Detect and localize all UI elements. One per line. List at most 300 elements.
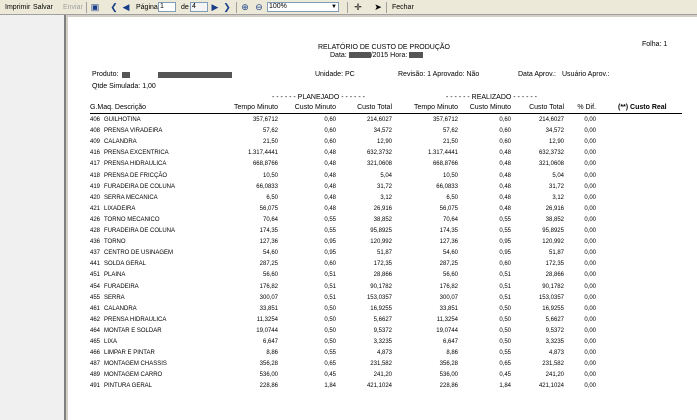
row-description: PLAINA xyxy=(104,272,126,279)
table-row xyxy=(68,160,697,169)
table-row xyxy=(68,371,697,380)
row-realized-total-cost: 95,8925 xyxy=(542,228,564,234)
row-planned-time: 11,3254 xyxy=(256,316,278,323)
row-planned-total-cost: 12,90 xyxy=(376,139,392,146)
row-realized-time: 33,851 xyxy=(439,305,458,312)
row-realized-cost-minute: 0,51 xyxy=(499,283,511,290)
row-planned-cost-minute: 0,45 xyxy=(324,372,336,379)
row-code: 417 xyxy=(89,161,100,168)
planned-header: - - - - - - PLANEJADO - - - - - - xyxy=(272,94,365,101)
row-planned-cost-minute: 0,50 xyxy=(324,305,336,312)
row-description: LIXA xyxy=(104,339,118,345)
row-diff-percent: 0,00 xyxy=(584,117,596,123)
row-planned-cost-minute: 0,48 xyxy=(324,150,336,157)
row-description: CENTRO DE USINAGEM xyxy=(104,250,174,257)
row-planned-total-cost: 632,3732 xyxy=(366,150,392,157)
row-planned-time: 536,00 xyxy=(259,372,278,379)
col-diff-percent: % Dif. xyxy=(577,104,596,111)
last-page-icon[interactable]: ❯ xyxy=(223,2,231,12)
row-code: 455 xyxy=(89,294,100,301)
table-row xyxy=(68,249,697,258)
revision-field: Revisão: 1 Aprovado: Não xyxy=(398,71,480,78)
toolbar xyxy=(0,0,697,15)
row-planned-time: 6,50 xyxy=(266,194,278,201)
row-planned-cost-minute: 0,55 xyxy=(324,350,336,357)
row-realized-total-cost: 3,3235 xyxy=(545,339,564,345)
row-realized-total-cost: 16,9255 xyxy=(542,305,564,312)
row-planned-total-cost: 421,1024 xyxy=(366,383,392,390)
row-planned-time: 21,50 xyxy=(262,139,278,146)
row-realized-cost-minute: 0,50 xyxy=(499,339,511,345)
row-code: 437 xyxy=(89,250,100,257)
row-realized-cost-minute: 0,55 xyxy=(499,350,511,357)
row-planned-time: 56,075 xyxy=(259,205,278,212)
pan-icon[interactable]: ✛ xyxy=(354,2,362,12)
table-row xyxy=(68,360,697,369)
row-description: CALANDRA xyxy=(104,305,137,312)
row-code: 436 xyxy=(89,239,100,246)
print-button[interactable]: Imprimir xyxy=(5,4,31,11)
row-realized-time: 56,075 xyxy=(439,205,458,212)
toolbar-separator xyxy=(386,2,387,13)
table-row xyxy=(68,172,697,181)
time-label: Hora: xyxy=(390,52,408,59)
row-diff-percent: 0,00 xyxy=(584,172,596,179)
row-planned-cost-minute: 0,50 xyxy=(324,316,336,323)
row-code: 421 xyxy=(89,205,100,212)
row-realized-total-cost: 241,20 xyxy=(545,372,564,379)
chevron-down-icon[interactable]: ▼ xyxy=(331,4,337,10)
row-planned-cost-minute: 0,48 xyxy=(324,194,336,201)
print-setup-icon[interactable]: ▣ xyxy=(90,2,100,12)
row-realized-total-cost: 12,90 xyxy=(548,139,564,146)
col-planned-time: Tempo Minuto xyxy=(234,104,278,111)
redacted-date xyxy=(349,52,371,58)
first-page-icon[interactable]: ❮ xyxy=(110,2,118,12)
row-planned-time: 357,6712 xyxy=(252,117,278,123)
table-row xyxy=(68,238,697,247)
row-diff-percent: 0,00 xyxy=(584,361,596,368)
save-button[interactable]: Salvar xyxy=(33,4,53,11)
table-row xyxy=(68,216,697,225)
row-planned-cost-minute: 0,51 xyxy=(324,272,336,279)
row-description: LIMPAR E PINTAR xyxy=(104,350,155,357)
row-planned-time: 356,28 xyxy=(259,361,278,368)
row-realized-time: 8,86 xyxy=(446,350,458,357)
row-planned-time: 19,0744 xyxy=(256,327,278,334)
row-planned-time: 228,86 xyxy=(259,383,278,390)
row-realized-time: 19,0744 xyxy=(436,327,458,334)
panel-divider xyxy=(64,15,66,420)
row-planned-total-cost: 3,12 xyxy=(380,194,392,201)
row-realized-time: 54,60 xyxy=(442,250,458,257)
row-planned-time: 33,851 xyxy=(259,305,278,312)
row-diff-percent: 0,00 xyxy=(584,383,596,390)
row-planned-total-cost: 214,6027 xyxy=(366,117,392,123)
row-planned-cost-minute: 1,84 xyxy=(324,383,336,390)
row-description: PINTURA GERAL xyxy=(104,383,153,390)
row-diff-percent: 0,00 xyxy=(584,272,596,279)
row-planned-total-cost: 90,1782 xyxy=(370,283,392,290)
row-diff-percent: 0,00 xyxy=(584,205,596,212)
table-row xyxy=(68,283,697,292)
row-planned-time: 54,60 xyxy=(262,250,278,257)
row-planned-total-cost: 9,5372 xyxy=(373,327,392,334)
row-realized-time: 1.317,4441 xyxy=(427,150,458,157)
row-planned-cost-minute: 0,55 xyxy=(324,228,336,234)
toolbar-separator xyxy=(236,2,237,13)
row-realized-cost-minute: 0,48 xyxy=(499,205,511,212)
row-planned-total-cost: 95,8925 xyxy=(370,228,392,234)
row-diff-percent: 0,00 xyxy=(584,161,596,168)
row-planned-time: 70,64 xyxy=(262,216,278,223)
row-code: 461 xyxy=(89,305,100,312)
row-planned-total-cost: 241,20 xyxy=(373,372,392,379)
row-description: SOLDA GERAL xyxy=(104,261,147,268)
row-realized-total-cost: 4,873 xyxy=(548,350,564,357)
row-code: 466 xyxy=(89,350,100,357)
row-planned-cost-minute: 0,95 xyxy=(324,250,336,257)
row-planned-cost-minute: 0,60 xyxy=(324,139,336,146)
unit-field: Unidade: PC xyxy=(315,71,355,78)
row-diff-percent: 0,00 xyxy=(584,339,596,345)
row-realized-cost-minute: 0,55 xyxy=(499,216,511,223)
row-realized-total-cost: 90,1782 xyxy=(542,283,564,290)
row-code: 406 xyxy=(89,117,100,123)
row-realized-cost-minute: 0,60 xyxy=(499,139,511,146)
row-realized-cost-minute: 0,65 xyxy=(499,361,511,368)
row-code: 408 xyxy=(89,128,100,135)
row-planned-cost-minute: 0,50 xyxy=(324,339,336,345)
row-realized-cost-minute: 0,50 xyxy=(499,316,511,323)
row-realized-total-cost: 3,12 xyxy=(552,194,564,201)
row-realized-cost-minute: 0,45 xyxy=(499,372,511,379)
sheet-number: Folha: 1 xyxy=(642,41,668,48)
row-description: SERRA MECANICA xyxy=(104,194,158,201)
row-realized-total-cost: 632,3732 xyxy=(538,150,564,157)
row-planned-total-cost: 26,916 xyxy=(373,205,392,212)
table-row xyxy=(68,183,697,192)
table-row xyxy=(68,116,697,125)
row-planned-time: 57,62 xyxy=(262,128,278,135)
row-planned-total-cost: 3,3235 xyxy=(373,339,392,345)
row-realized-total-cost: 120,992 xyxy=(542,239,564,246)
row-planned-cost-minute: 0,95 xyxy=(324,239,336,246)
row-code: 419 xyxy=(89,183,100,190)
toolbar-separator xyxy=(347,2,348,13)
row-realized-time: 176,82 xyxy=(439,283,458,290)
row-description: MONTAGEM CARRO xyxy=(104,372,163,379)
zoom-in-icon[interactable]: ⊕ xyxy=(241,2,249,12)
row-code: 465 xyxy=(89,339,100,345)
row-planned-total-cost: 321,0608 xyxy=(366,161,392,168)
cursor-icon[interactable]: ➤ xyxy=(374,2,382,12)
row-realized-total-cost: 172,35 xyxy=(545,261,564,268)
date-year: /2015 xyxy=(370,52,389,59)
row-code: 409 xyxy=(89,139,100,146)
row-planned-cost-minute: 0,60 xyxy=(324,117,336,123)
table-row xyxy=(68,338,697,347)
simulated-qty: Qtde Simulada: 1,00 xyxy=(92,83,156,90)
row-realized-cost-minute: 0,50 xyxy=(499,305,511,312)
row-realized-time: 66,0833 xyxy=(436,183,458,190)
row-description: PRENSA HIDRAULICA xyxy=(104,316,167,323)
row-realized-total-cost: 321,0608 xyxy=(538,161,564,168)
row-description: FURADEIRA xyxy=(104,283,139,290)
next-page-icon[interactable]: ▶ xyxy=(211,2,219,12)
row-realized-time: 287,25 xyxy=(439,261,458,268)
col-realized-time: Tempo Minuto xyxy=(414,104,458,111)
row-planned-time: 56,60 xyxy=(262,272,278,279)
close-button[interactable]: Fechar xyxy=(392,4,414,11)
row-description: PRENSA EXCENTRICA xyxy=(104,150,169,157)
row-description: MONTAR E SOLDAR xyxy=(104,327,162,334)
row-code: 454 xyxy=(89,283,100,290)
row-code: 487 xyxy=(89,361,100,368)
row-planned-total-cost: 28,866 xyxy=(373,272,392,279)
row-realized-time: 356,28 xyxy=(439,361,458,368)
row-planned-cost-minute: 0,65 xyxy=(324,361,336,368)
send-button[interactable]: Enviar xyxy=(63,4,83,11)
row-realized-total-cost: 214,6027 xyxy=(538,117,564,123)
table-row xyxy=(68,227,697,236)
row-realized-total-cost: 9,5372 xyxy=(545,327,564,334)
row-planned-total-cost: 172,35 xyxy=(373,261,392,268)
row-planned-cost-minute: 0,48 xyxy=(324,161,336,168)
row-planned-cost-minute: 0,48 xyxy=(324,172,336,179)
row-planned-time: 10,50 xyxy=(262,172,278,179)
row-planned-cost-minute: 0,51 xyxy=(324,283,336,290)
row-realized-time: 668,8766 xyxy=(432,161,458,168)
row-code: 462 xyxy=(89,316,100,323)
redacted-time xyxy=(409,52,423,58)
row-realized-total-cost: 153,0357 xyxy=(538,294,564,301)
page-label: Página xyxy=(136,4,158,11)
header-divider xyxy=(90,113,682,114)
date-label: Data: xyxy=(330,52,347,59)
row-realized-total-cost: 51,87 xyxy=(548,250,564,257)
left-panel xyxy=(0,15,64,420)
table-row xyxy=(68,327,697,336)
approval-date-field: Data Aprov.: xyxy=(518,71,557,78)
row-realized-cost-minute: 0,95 xyxy=(499,250,511,257)
report-page xyxy=(68,17,697,420)
row-code: 416 xyxy=(89,150,100,157)
row-planned-cost-minute: 0,55 xyxy=(324,216,336,223)
row-description: PRENSA HIDRAULICA xyxy=(104,161,167,168)
row-planned-time: 300,07 xyxy=(259,294,278,301)
row-planned-cost-minute: 0,60 xyxy=(324,128,336,135)
table-row xyxy=(68,194,697,203)
row-realized-cost-minute: 0,48 xyxy=(499,172,511,179)
row-realized-cost-minute: 0,48 xyxy=(499,194,511,201)
page-number-input[interactable]: 1 xyxy=(158,2,176,12)
row-planned-time: 174,35 xyxy=(259,228,278,234)
col-real-cost: (**) Custo Real xyxy=(618,104,667,111)
row-planned-total-cost: 38,852 xyxy=(373,216,392,223)
row-diff-percent: 0,00 xyxy=(584,294,596,301)
row-planned-cost-minute: 0,51 xyxy=(324,294,336,301)
row-planned-total-cost: 231,582 xyxy=(370,361,392,368)
row-description: FURADEIRA DE COLUNA xyxy=(104,183,176,190)
row-diff-percent: 0,00 xyxy=(584,239,596,246)
row-planned-time: 668,8766 xyxy=(252,161,278,168)
realized-header: - - - - - - REALIZADO - - - - - - xyxy=(446,94,537,101)
previous-page-icon[interactable]: ◀ xyxy=(122,2,130,12)
row-planned-time: 66,0833 xyxy=(256,183,278,190)
row-planned-cost-minute: 0,50 xyxy=(324,327,336,334)
table-row xyxy=(68,127,697,136)
row-realized-cost-minute: 0,48 xyxy=(499,150,511,157)
row-code: 426 xyxy=(89,216,100,223)
row-diff-percent: 0,00 xyxy=(584,128,596,135)
row-planned-time: 287,25 xyxy=(259,261,278,268)
total-pages-field: 4 xyxy=(190,2,208,12)
row-realized-total-cost: 31,72 xyxy=(548,183,564,190)
row-planned-total-cost: 5,04 xyxy=(380,172,392,179)
row-diff-percent: 0,00 xyxy=(584,250,596,257)
row-description: PRENSA VIRADEIRA xyxy=(104,128,163,135)
row-realized-total-cost: 421,1024 xyxy=(538,383,564,390)
row-code: 428 xyxy=(89,228,100,234)
redacted-product-name xyxy=(158,72,232,78)
row-code: 464 xyxy=(89,327,100,334)
redacted-product-code xyxy=(122,72,130,78)
row-diff-percent: 0,00 xyxy=(584,305,596,312)
row-realized-cost-minute: 1,84 xyxy=(499,383,511,390)
row-planned-total-cost: 153,0357 xyxy=(366,294,392,301)
col-planned-total-cost: Custo Total xyxy=(357,104,392,111)
row-planned-cost-minute: 0,48 xyxy=(324,183,336,190)
row-realized-cost-minute: 0,51 xyxy=(499,272,511,279)
table-row xyxy=(68,271,697,280)
col-realized-total-cost: Custo Total xyxy=(529,104,564,111)
approval-user-field: Usuário Aprov.: xyxy=(562,71,610,78)
row-planned-total-cost: 34,572 xyxy=(373,128,392,135)
col-gmaq-description: G.Maq. Descrição xyxy=(90,104,147,111)
row-realized-time: 127,36 xyxy=(439,239,458,246)
row-planned-time: 1.317,4441 xyxy=(247,150,278,157)
row-realized-cost-minute: 0,55 xyxy=(499,228,511,234)
row-planned-time: 127,36 xyxy=(259,239,278,246)
row-code: 441 xyxy=(89,261,100,268)
row-realized-total-cost: 5,6627 xyxy=(545,316,564,323)
row-realized-time: 57,62 xyxy=(442,128,458,135)
row-code: 491 xyxy=(89,383,100,390)
row-realized-time: 6,647 xyxy=(442,339,458,345)
row-realized-total-cost: 5,04 xyxy=(552,172,564,179)
table-row xyxy=(68,260,697,269)
row-realized-cost-minute: 0,60 xyxy=(499,117,511,123)
table-row xyxy=(68,316,697,325)
row-description: GUILHOTINA xyxy=(104,117,141,123)
row-planned-total-cost: 51,87 xyxy=(376,250,392,257)
row-code: 489 xyxy=(89,372,100,379)
row-diff-percent: 0,00 xyxy=(584,150,596,157)
row-realized-time: 174,35 xyxy=(439,228,458,234)
row-planned-total-cost: 16,9255 xyxy=(370,305,392,312)
row-realized-cost-minute: 0,50 xyxy=(499,327,511,334)
row-diff-percent: 0,00 xyxy=(584,194,596,201)
row-realized-cost-minute: 0,51 xyxy=(499,294,511,301)
toolbar-separator xyxy=(86,2,87,13)
row-realized-cost-minute: 0,60 xyxy=(499,128,511,135)
row-realized-time: 536,00 xyxy=(439,372,458,379)
row-realized-total-cost: 26,916 xyxy=(545,205,564,212)
col-realized-cost-minute: Custo Minuto xyxy=(469,104,511,111)
row-realized-cost-minute: 0,60 xyxy=(499,261,511,268)
zoom-out-icon[interactable]: ⊖ xyxy=(255,2,263,12)
row-realized-time: 11,3254 xyxy=(436,316,458,323)
row-realized-time: 10,50 xyxy=(442,172,458,179)
row-description: TORNO MECANICO xyxy=(104,216,160,223)
row-planned-total-cost: 5,6627 xyxy=(373,316,392,323)
report-title: RELATÓRIO DE CUSTO DE PRODUÇÃO xyxy=(318,44,450,51)
row-planned-time: 8,86 xyxy=(266,350,278,357)
row-description: PRENSA DE FRICÇÃO xyxy=(104,172,168,179)
table-row xyxy=(68,149,697,158)
row-code: 451 xyxy=(89,272,100,279)
row-realized-cost-minute: 0,95 xyxy=(499,239,511,246)
row-description: FURADEIRA DE COLUNA xyxy=(104,228,176,234)
row-planned-total-cost: 4,873 xyxy=(376,350,392,357)
row-realized-total-cost: 38,852 xyxy=(545,216,564,223)
row-code: 418 xyxy=(89,172,100,179)
row-description: SERRA xyxy=(104,294,125,301)
table-row xyxy=(68,138,697,147)
row-planned-time: 176,82 xyxy=(259,283,278,290)
row-diff-percent: 0,00 xyxy=(584,183,596,190)
row-planned-total-cost: 31,72 xyxy=(376,183,392,190)
row-realized-total-cost: 34,572 xyxy=(545,128,564,135)
row-diff-percent: 0,00 xyxy=(584,372,596,379)
row-diff-percent: 0,00 xyxy=(584,216,596,223)
table-row xyxy=(68,349,697,358)
zoom-select[interactable]: 100% xyxy=(267,2,339,12)
row-realized-time: 300,07 xyxy=(439,294,458,301)
row-realized-cost-minute: 0,48 xyxy=(499,161,511,168)
row-realized-total-cost: 231,582 xyxy=(542,361,564,368)
row-realized-total-cost: 28,866 xyxy=(545,272,564,279)
row-realized-time: 21,50 xyxy=(442,139,458,146)
row-description: MONTAGEM CHASSIS xyxy=(104,361,167,368)
row-planned-time: 6,647 xyxy=(262,339,278,345)
row-realized-time: 357,6712 xyxy=(432,117,458,123)
table-row xyxy=(68,205,697,214)
row-description: CALANDRA xyxy=(104,139,137,146)
row-diff-percent: 0,00 xyxy=(584,139,596,146)
row-diff-percent: 0,00 xyxy=(584,327,596,334)
row-description: LIXADEIRA xyxy=(104,205,136,212)
row-realized-cost-minute: 0,48 xyxy=(499,183,511,190)
row-diff-percent: 0,00 xyxy=(584,283,596,290)
table-row xyxy=(68,382,697,391)
row-diff-percent: 0,00 xyxy=(584,350,596,357)
of-label: de xyxy=(181,4,189,11)
row-planned-total-cost: 120,992 xyxy=(370,239,392,246)
row-realized-time: 56,60 xyxy=(442,272,458,279)
report-date-time xyxy=(330,52,423,60)
product-label: Produto: xyxy=(92,71,119,78)
row-code: 420 xyxy=(89,194,100,201)
row-planned-cost-minute: 0,60 xyxy=(324,261,336,268)
row-diff-percent: 0,00 xyxy=(584,261,596,268)
table-row xyxy=(68,305,697,314)
row-description: TORNO xyxy=(104,239,126,246)
row-realized-time: 228,86 xyxy=(439,383,458,390)
row-realized-time: 6,50 xyxy=(446,194,458,201)
row-planned-cost-minute: 0,48 xyxy=(324,205,336,212)
